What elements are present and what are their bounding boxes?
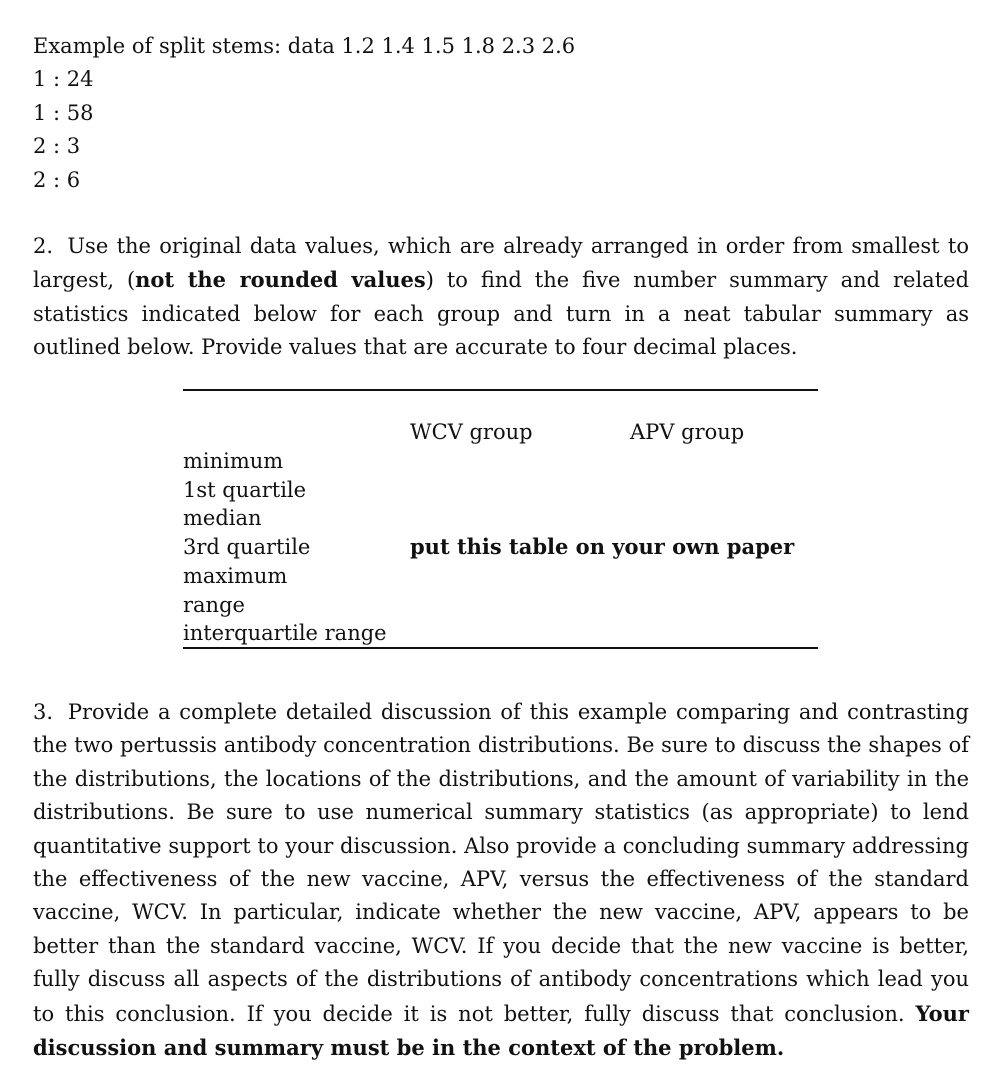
row-label-minimum: minimum <box>183 449 284 473</box>
stem-row: 2 : 3 <box>33 134 81 158</box>
question-3-text: Provide a complete detailed discussion of this example comparing and contrasting the two pertussis antibody concentration distributions. Be sure to discuss the shapes of the distributions, the locations of the distributions, and the amount of variability in the distributions. Be sure to use numerical summary statistics (as appropriate) to lend quantitative support to your discussion. Also provide a concluding summary addressing the effectiveness of the new vaccine, APV, versus the effectiveness of the standard vaccine, WCV. In particular, indicate whether the new vaccine, APV, appears to be better than the standard vaccine, WCV. If you decide that the new vaccine is better, fully discuss all aspects of the distributions of antibody concentrations which lead you to this conclusion. If you decide it is not better, fully discuss that conclusion. <box>33 700 969 1026</box>
row-label-median: median <box>183 506 262 530</box>
question-2-bold: not the rounded values <box>135 267 426 293</box>
summary-table <box>183 389 818 650</box>
table-bottom-rule <box>183 647 818 649</box>
row-label-maximum: maximum <box>183 564 288 588</box>
question-2-text-before: Use the original data values, which are already arranged in order from smallest to largest, ( <box>33 234 969 293</box>
question-3 <box>33 696 969 1065</box>
table-top-rule <box>183 389 818 391</box>
row-label-range: range <box>183 593 245 617</box>
stem-row: 1 : 24 <box>33 67 94 91</box>
row-label-3rd-quartile: 3rd quartile <box>183 535 311 559</box>
question-2-text-after: ) to find the five number summary and related statistics indicated below for each group and turn in a neat tabular summary as outlined below. Provide values that are accurate to four decimal places. <box>33 268 970 360</box>
stem-row: 2 : 6 <box>33 168 81 192</box>
row-label-interquartile-range: interquartile range <box>183 621 387 645</box>
question-3-number: 3. <box>33 700 54 724</box>
question-3-bold: Your discussion and summary must be in the context of the problem. <box>33 1000 969 1061</box>
column-header-apv: APV group <box>630 420 745 444</box>
question-2 <box>33 230 969 365</box>
table-note: put this table on your own paper <box>410 534 795 559</box>
question-2-number: 2. <box>33 234 54 258</box>
split-stems-title: Example of split stems: data 1.2 1.4 1.5 1.8 2.3 2.6 <box>33 34 576 58</box>
row-label-1st-quartile: 1st quartile <box>183 478 307 502</box>
column-header-wcv: WCV group <box>410 420 533 444</box>
stem-row: 1 : 58 <box>33 101 94 125</box>
